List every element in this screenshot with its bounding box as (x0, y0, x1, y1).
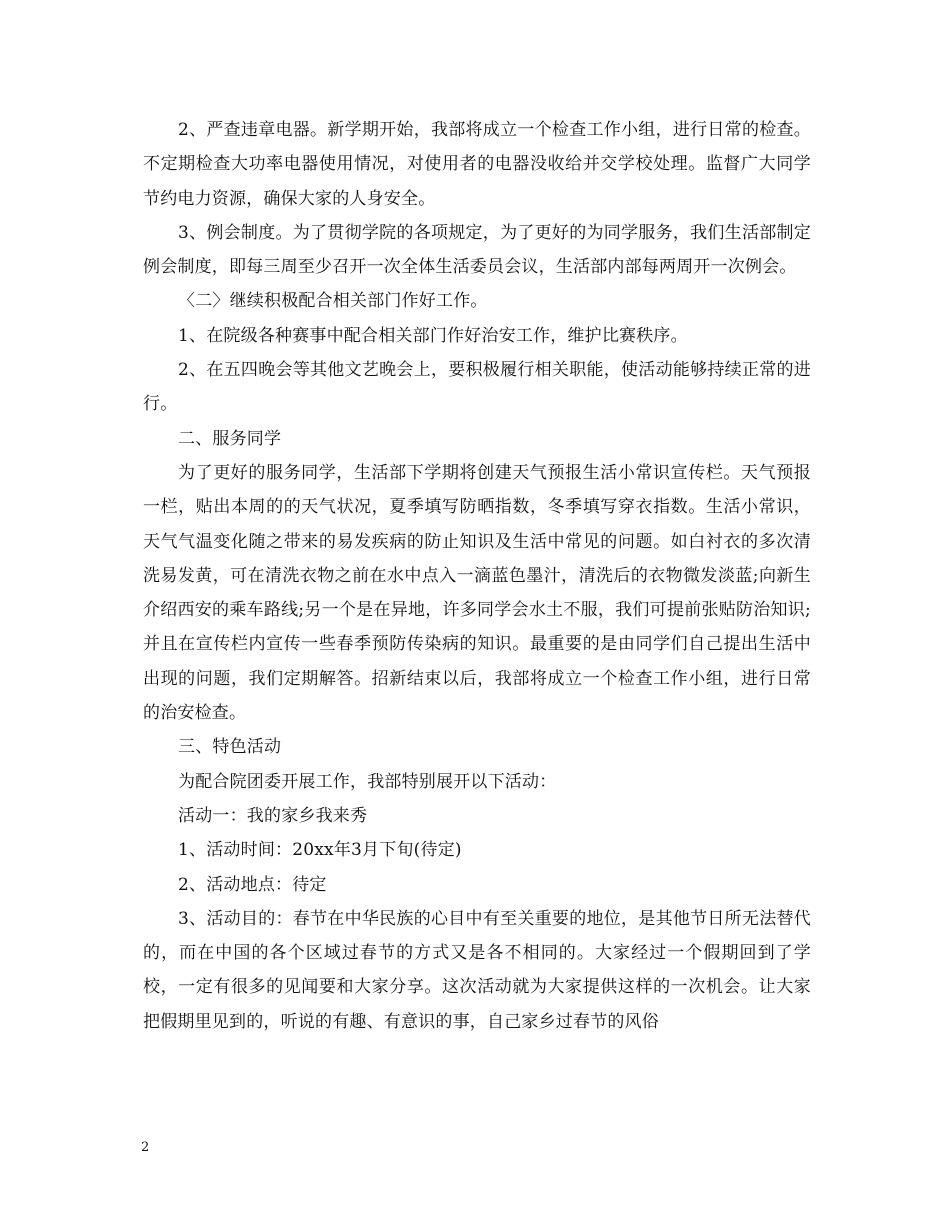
paragraph-sports-security: 1、在院级各种赛事中配合相关部门作好治安工作，维护比赛秩序。 (178, 325, 688, 346)
paragraph-rule-electrical: 2、严查违章电器。新学期开始，我部将成立一个检查工作小组，进行日常的检查。不定期检查大功率电器使用情况，对使用者的电器没收给并交学校处理。监督广大同学节约电力资源，确保大家的人身安全。 (143, 120, 811, 209)
paragraph-activities-intro: 为配合院团委开展工作，我部特别展开以下活动： (178, 771, 557, 792)
paragraph-weather-board: 为了更好的服务同学，生活部下学期将创建天气预报生活小常识宣传栏。天气预报一栏，贴出本周的的天气状况，夏季填写防晒指数，冬季填写穿衣指数。生活小常识，天气气温变化随之带来的易发疾病的防止知识及生活中常见的问题。如白衬衣的多次清洗易发黄，可在清洗衣物之前在水中点入一滴蓝色墨汁，清洗后的衣物微发淡蓝;向新生介绍西安的乘车路线;另一个是在异地，许多同学会水土不服，我们可提前张贴防治知识;并且在宣传栏内宣传一些春季预防传染病的知识。最重要的是由同学们自己提出生活中出现的问题，我们定期解答。招新结束以后，我部将成立一个检查工作小组，进行日常的治安检查。 (143, 462, 811, 724)
paragraph-section-cooperate: 〈二〉继续积极配合相关部门作好工作。 (178, 291, 488, 312)
paragraph-gala-duties: 2、在五四晚会等其他文艺晚会上，要积极履行相关职能，使活动能够持续正常的进行。 (143, 360, 811, 415)
paragraph-activity-time: 1、活动时间：20xx年3月下旬(待定) (178, 840, 462, 861)
paragraph-meeting-system: 3、例会制度。为了贯彻学院的各项规定，为了更好的为同学服务，我们生活部制定例会制度，即每三周至少召开一次全体生活委员会议，生活部内部每两周开一次例会。 (143, 222, 811, 278)
page-number: 2 (141, 1140, 150, 1155)
paragraph-heading-serve-students: 二、服务同学 (178, 428, 282, 449)
paragraph-activity-one-title: 活动一：我的家乡我来秀 (178, 805, 368, 826)
paragraph-activity-location: 2、活动地点：待定 (178, 874, 327, 895)
paragraph-heading-special-activities: 三、特色活动 (178, 737, 282, 758)
paragraph-activity-purpose: 3、活动目的：春节在中华民族的心目中有至关重要的地位，是其他节日所无法替代的，而在中国的各个区域过春节的方式又是各不相同的。大家经过一个假期回到了学校，一定有很多的见闻要和大家分享。这次活动就为大家提供这样的一次机会。让大家把假期里见到的，听说的有趣、有意识的事，自己家乡过春节的风俗 (143, 908, 811, 1032)
document-body (143, 113, 811, 1039)
